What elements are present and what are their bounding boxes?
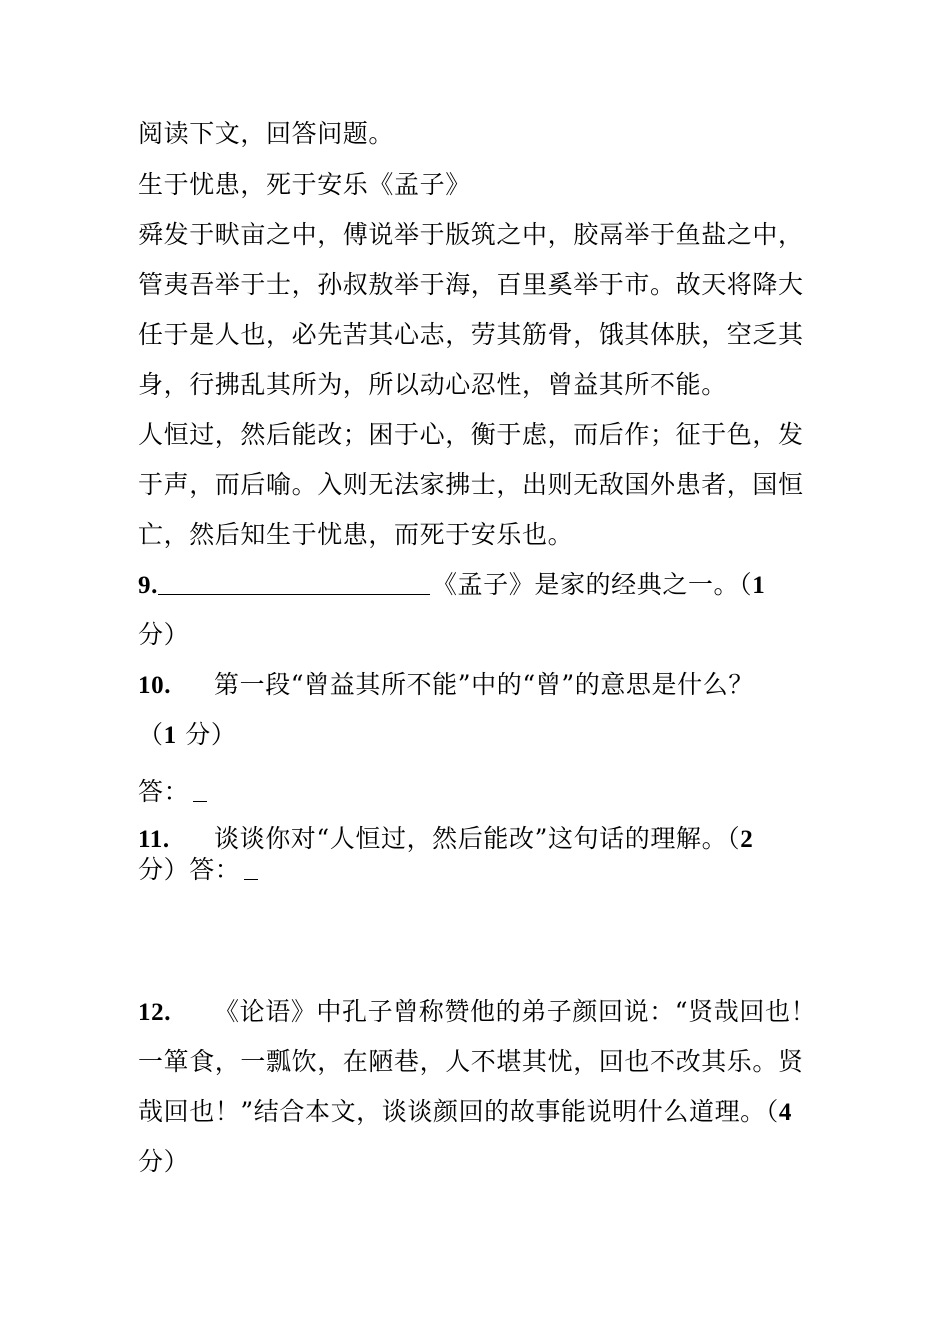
answer-line <box>138 775 207 809</box>
passage-line: 任于是人也，必先苦其心志，劳其筋骨，饿其体肤，空乏其 <box>138 320 804 349</box>
score-paren: （ <box>138 720 164 749</box>
question-score <box>138 718 236 753</box>
score-unit: 分） <box>176 720 237 749</box>
passage-title: 生于忧患，死于安乐《孟子》 <box>138 170 471 199</box>
question-11 <box>138 822 753 857</box>
question-text: 《孟子》是家的经典之一。（ <box>431 570 753 599</box>
score-value: 2 <box>740 826 754 853</box>
question-text: 谈谈你对“人恒过，然后能改”这句话的理解。（ <box>214 824 741 853</box>
passage-line: 于声，而后喻。入则无法家拂士，出则无敌国外患者，国恒 <box>138 470 804 499</box>
question-10 <box>138 668 754 703</box>
answer-blank[interactable] <box>244 855 258 880</box>
question-text-line <box>138 1095 792 1130</box>
fill-in-blank[interactable] <box>158 570 430 595</box>
passage-line: 身，行拂乱其所为，所以动心忍性，曾益其所不能。 <box>138 370 727 399</box>
question-score: 分） <box>138 1147 190 1176</box>
question-text-line: 一箪食，一瓢饮，在陋巷，人不堪其忧，回也不改其乐。贤 <box>138 1047 804 1076</box>
answer-label: 分）答： <box>138 855 241 884</box>
answer-line <box>138 853 258 887</box>
question-9 <box>138 568 765 603</box>
answer-label: 答： <box>138 777 190 806</box>
question-12 <box>138 995 816 1030</box>
score-value: 1 <box>752 572 766 599</box>
question-text: 哉回也！”结合本文，谈谈颜回的故事能说明什么道理。（ <box>138 1097 779 1126</box>
passage-line: 舜发于畎亩之中，傅说举于版筑之中，胶鬲举于鱼盐之中， <box>138 220 804 249</box>
question-number: 12. <box>138 999 172 1026</box>
passage-line: 亡，然后知生于忧患，而死于安乐也。 <box>138 520 574 549</box>
question-score: 分） <box>138 620 190 649</box>
question-number: 11. <box>138 826 170 853</box>
answer-blank[interactable] <box>193 777 207 802</box>
reading-instruction: 阅读下文，回答问题。 <box>138 119 395 148</box>
passage-line: 人恒过，然后能改；困于心，衡于虑，而后作；征于色，发 <box>138 420 804 449</box>
score-value: 4 <box>778 1099 792 1126</box>
question-text: 第一段“曾益其所不能”中的“曾”的意思是什么？ <box>214 670 754 699</box>
score-value: 1 <box>163 722 177 749</box>
question-number: 10. <box>138 672 172 699</box>
question-text: 《论语》中孔子曾称赞他的弟子颜回说：“贤哉回也！ <box>214 997 817 1026</box>
question-number: 9. <box>138 572 158 599</box>
passage-line: 管夷吾举于士，孙叔敖举于海，百里奚举于市。故天将降大 <box>138 270 804 299</box>
